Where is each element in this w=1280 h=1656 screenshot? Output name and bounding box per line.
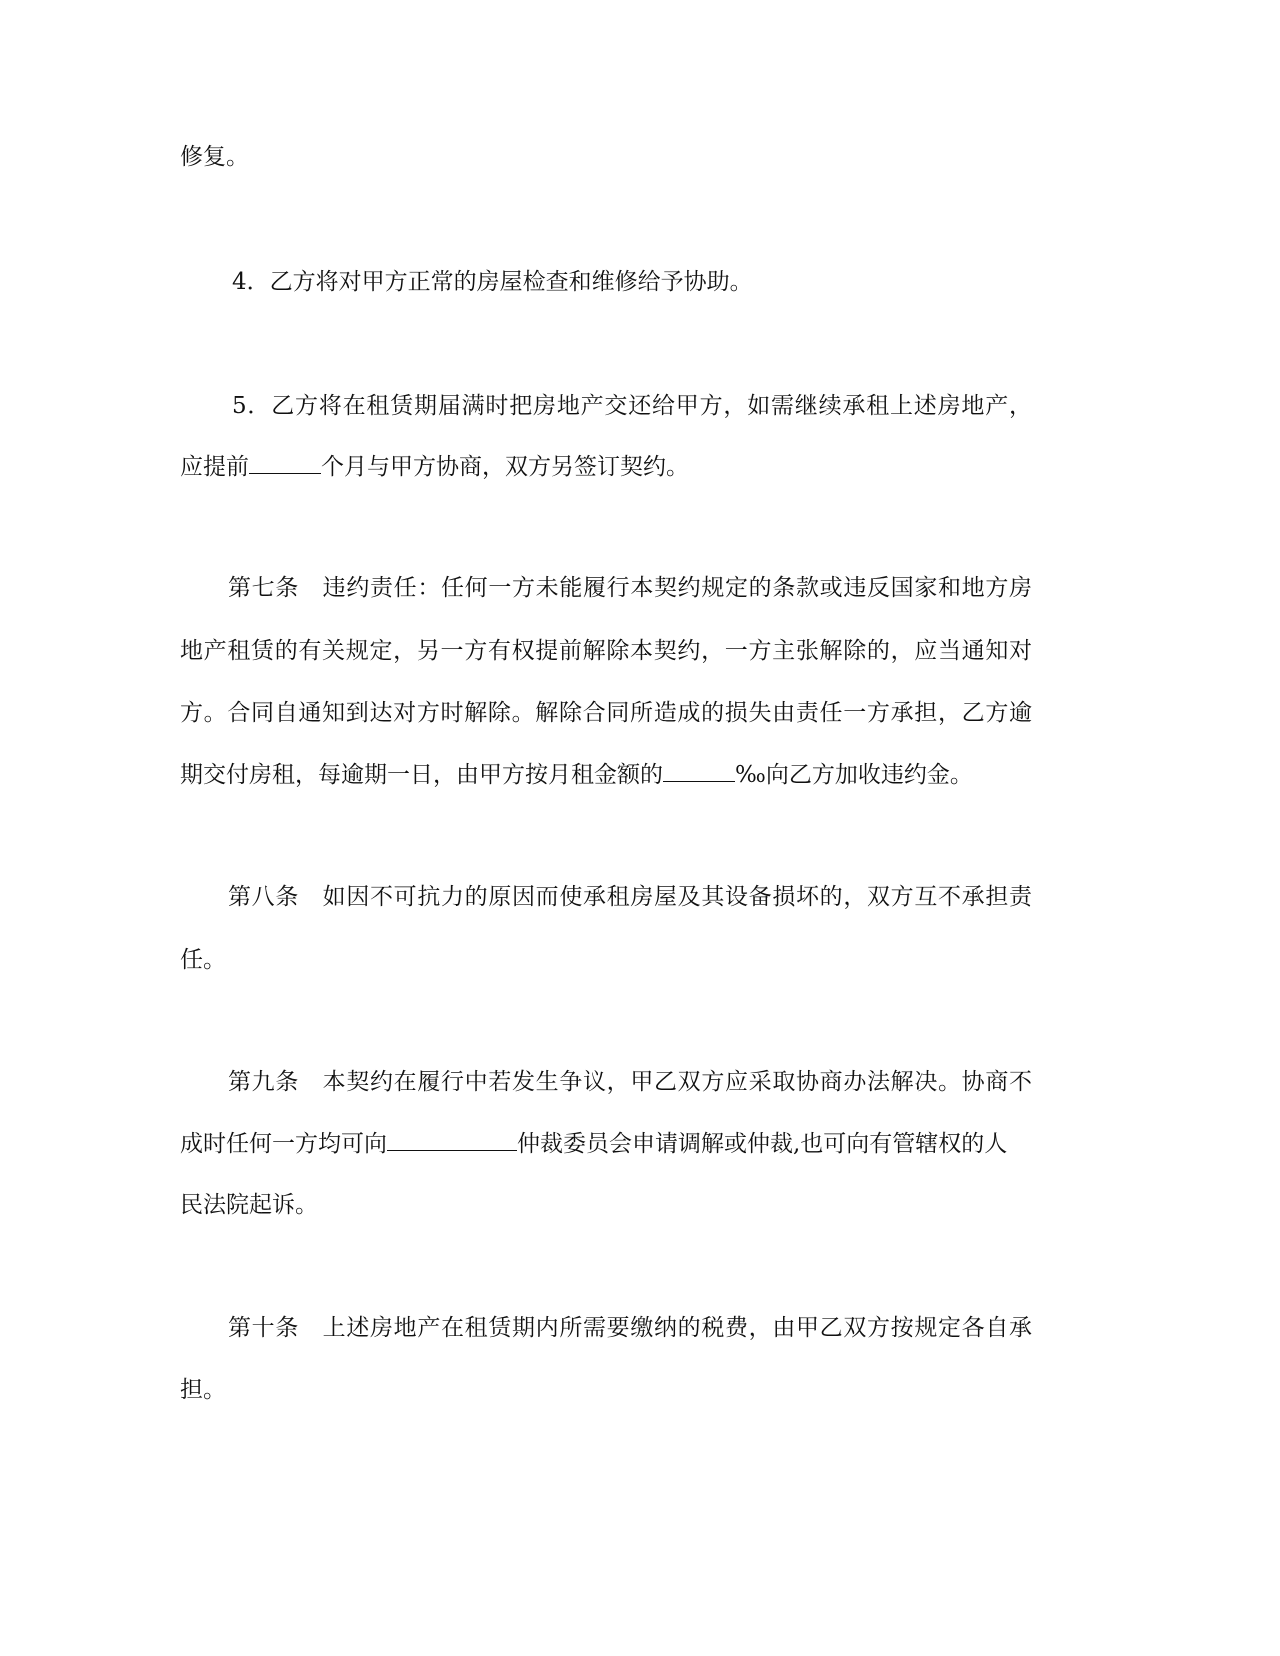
- fill-blank-arbitration-committee: [387, 1128, 517, 1151]
- article-8-line-2: 任。: [180, 947, 226, 973]
- article-7-line-4: [180, 759, 1032, 790]
- article-10-line-1: 第十条 上述房地产在租赁期内所需要缴纳的税费，由甲乙双方按规定各自承: [228, 1315, 1032, 1341]
- article-9-line-1: 第九条 本契约在履行中若发生争议，甲乙双方应采取协商办法解决。协商不: [228, 1069, 1032, 1095]
- fill-blank-months: [249, 451, 321, 474]
- text: 应提前: [180, 454, 249, 480]
- article-7-line-3: 方。合同自通知到达对方时解除。解除合同所造成的损失由责任一方承担，乙方逾: [180, 700, 1032, 726]
- clause-4: 4．乙方将对甲方正常的房屋检查和维修给予协助。: [232, 269, 753, 295]
- article-9-line-2: [180, 1128, 1032, 1159]
- article-8-line-1: 第八条 如因不可抗力的原因而使承租房屋及其设备损坏的，双方互不承担责: [228, 884, 1032, 910]
- article-7-line-1: 第七条 违约责任：任何一方未能履行本契约规定的条款或违反国家和地方房: [228, 575, 1032, 601]
- clause-5-line-2: [180, 451, 1032, 482]
- fill-blank-penalty-rate: [663, 759, 735, 782]
- text: ‰向乙方加收违约金。: [735, 762, 973, 788]
- article-7-line-2: 地产租赁的有关规定，另一方有权提前解除本契约，一方主张解除的，应当通知对: [180, 638, 1032, 664]
- article-10-line-2: 担。: [180, 1377, 226, 1403]
- text: 期交付房租，每逾期一日，由甲方按月租金额的: [180, 762, 663, 788]
- clause-5-line-1: 5．乙方将在租赁期届满时把房地产交还给甲方，如需继续承租上述房地产，: [232, 393, 1032, 419]
- text: 个月与甲方协商，双方另签订契约。: [321, 454, 689, 480]
- paragraph-line: 修复。: [180, 144, 249, 170]
- text: 成时任何一方均可向: [180, 1131, 387, 1157]
- text: 仲裁委员会申请调解或仲裁,也可向有管辖权的人: [517, 1131, 1008, 1157]
- article-9-line-3: 民法院起诉。: [180, 1192, 318, 1218]
